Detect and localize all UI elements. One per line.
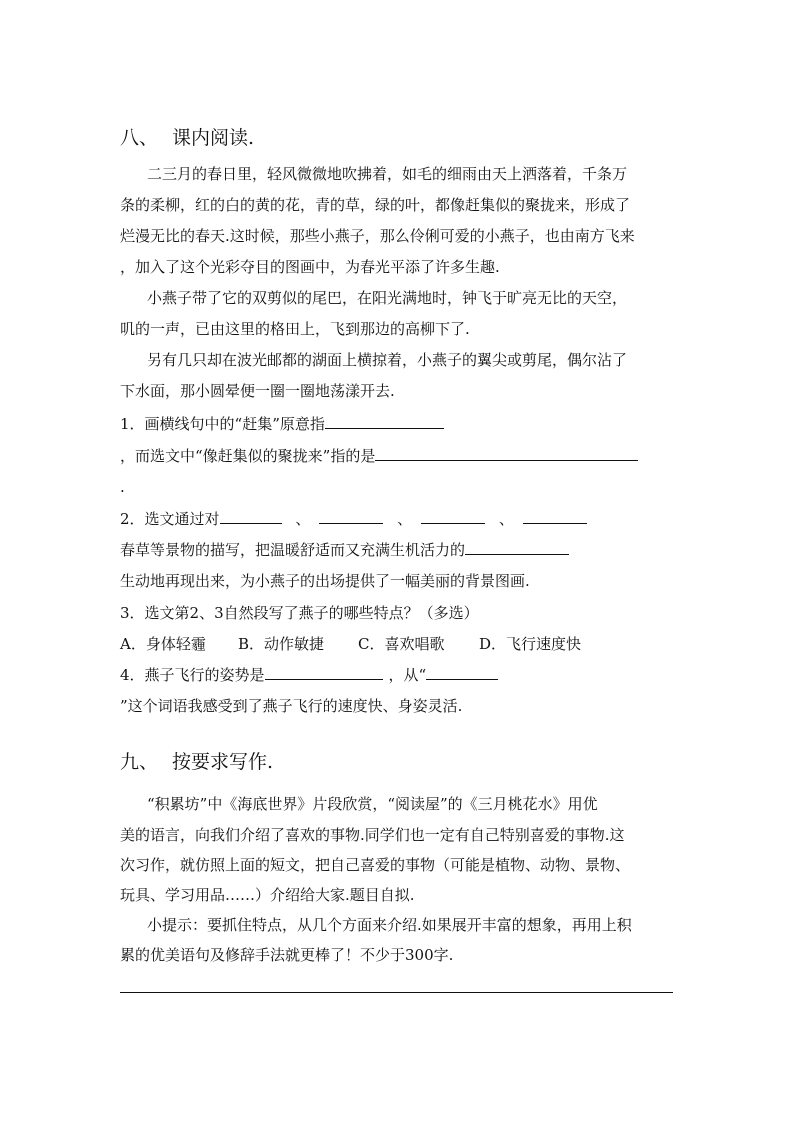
passage-line-8: 下水面，那小圆晕便一圈一圈地荡漾开去. <box>120 382 395 400</box>
passage-line-6: 叽的一声，已由这里的格田上，飞到那边的高柳下了. <box>120 320 470 338</box>
passage-line-1: 二三月的春日里，轻风微微地吹拂着，如毛的细雨由天上洒落着，千条万 <box>147 165 628 183</box>
question-2-prompt: 2．选文通过对 <box>120 510 220 528</box>
writing-prompt-line-3: 次习作，就仿照上面的短文，把自己喜爱的事物（可能是植物、动物、景物、 <box>120 856 631 874</box>
writing-tip-line-2: 累的优美语句及修辞手法就更棒了！不少于300字. <box>120 946 454 964</box>
question-1-prompt: 1．画横线句中的“赶集”原意指 <box>120 415 325 433</box>
separator: 、 <box>397 510 413 528</box>
question-2-line-1 <box>120 509 587 529</box>
answer-blank-q1-meaning[interactable] <box>325 414 444 429</box>
passage-line-7: 另有几只却在波光邮都的湖面上横掠着，小燕子的翼尖或剪尾，偶尔沾了 <box>147 351 628 369</box>
question-1-end: . <box>120 478 125 496</box>
question-1-line-1 <box>120 414 444 434</box>
passage-line-5: 小燕子带了它的双剪似的尾巴，在阳光满地时，钟飞于旷亮无比的天空， <box>147 289 628 307</box>
section-9-title: 按要求写作. <box>172 751 274 773</box>
answer-blank-q2-2[interactable] <box>319 509 383 524</box>
answer-blank-q2-4[interactable] <box>523 509 587 524</box>
question-4-prompt-2: ，从“ <box>388 666 427 684</box>
option-b[interactable]: B．动作敏捷 <box>238 635 325 653</box>
option-d[interactable]: D．飞行速度快 <box>479 635 582 653</box>
answer-blank-q4-posture[interactable] <box>265 665 383 680</box>
question-2-prompt-2: 春草等景物的描写，把温暖舒适而又充满生机活力的 <box>120 541 466 559</box>
writing-answer-line[interactable] <box>120 992 673 993</box>
separator: 、 <box>498 510 514 528</box>
question-1-prompt-2: ，而选文中“像赶集似的聚拢来”指的是 <box>120 447 376 465</box>
writing-prompt-line-4: 玩具、学习用品……）介绍给大家.题目自拟. <box>120 886 415 904</box>
writing-tip-line-1: 小提示：要抓住特点，从几个方面来介绍.如果展开丰富的想象，再用上积 <box>147 916 632 934</box>
answer-blank-q4-word[interactable] <box>426 665 498 680</box>
answer-blank-q2-1[interactable] <box>220 509 282 524</box>
section-9-number: 九、 <box>120 751 159 773</box>
answer-blank-q1-context[interactable] <box>375 446 638 461</box>
section-8-heading <box>120 128 254 148</box>
option-c[interactable]: C．喜欢唱歌 <box>358 635 445 653</box>
section-8-title: 课内阅读. <box>172 127 255 149</box>
section-9-heading <box>120 752 273 772</box>
question-4-line-2: ”这个词语我感受到了燕子飞行的速度快、身姿灵活. <box>120 697 463 715</box>
option-a[interactable]: A．身体轻霾 <box>120 635 206 653</box>
section-8-number: 八、 <box>120 127 159 149</box>
answer-blank-q2-5[interactable] <box>465 540 569 555</box>
passage-line-3: 烂漫无比的春天.这时候，那些小燕子，那么伶俐可爱的小燕子，也由南方飞来 <box>120 227 635 245</box>
writing-prompt-line-2: 美的语言，向我们介绍了喜欢的事物.同学们也一定有自己特别喜爱的事物.这 <box>120 826 625 844</box>
question-4-line-1 <box>120 665 498 685</box>
question-1-line-2 <box>120 446 638 466</box>
answer-blank-q2-3[interactable] <box>421 509 485 524</box>
passage-line-2: 条的柔柳，红的白的黄的花，青的草，绿的叶，都像赶集似的聚拢来，形成了 <box>120 196 631 214</box>
question-2-line-2 <box>120 540 569 560</box>
separator: 、 <box>295 510 311 528</box>
question-3-prompt: 3．选文第2、3自然段写了燕子的哪些特点？（多选） <box>120 604 479 622</box>
question-4-prompt: 4．燕子飞行的姿势是 <box>120 666 265 684</box>
question-3-options <box>120 634 581 654</box>
question-2-line-3: 生动地再现出来，为小燕子的出场提供了一幅美丽的背景图画. <box>120 572 530 590</box>
passage-line-4: ，加入了这个光彩夺目的图画中，为春光平添了许多生趣. <box>120 258 500 276</box>
writing-prompt-line-1: “积累坊”中《海底世界》片段欣赏，“阅读屋”的《三月桃花水》用优 <box>147 795 598 813</box>
